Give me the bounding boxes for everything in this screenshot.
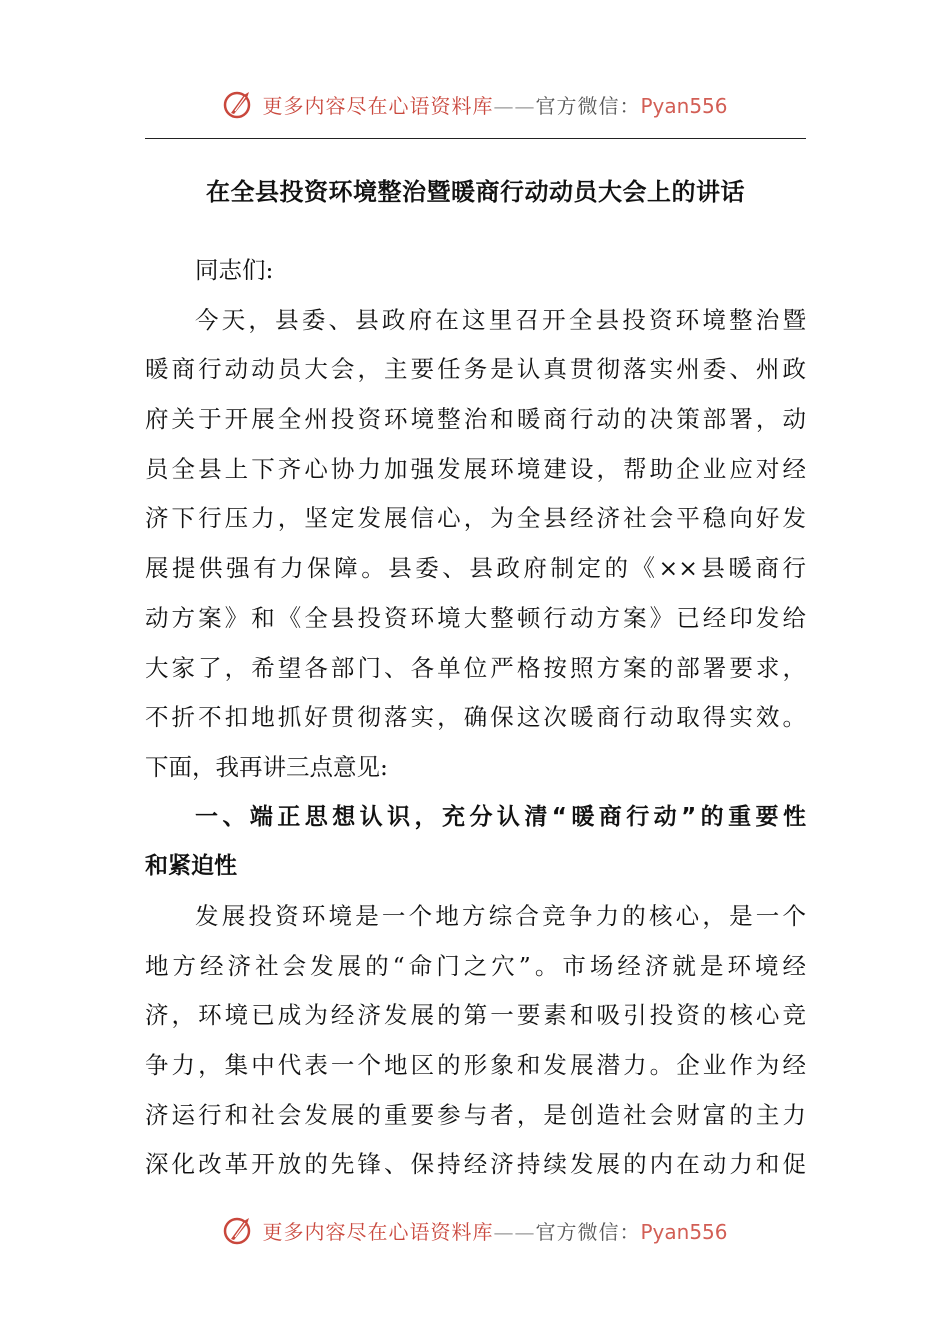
- banner-main: 更多内容尽在心语资料库: [262, 1219, 494, 1244]
- pen-nib-logo-icon: [222, 87, 256, 121]
- document-body: [145, 246, 806, 1190]
- salutation-line: 同志们:: [195, 256, 274, 284]
- body-line: 下面，我再讲三点意见:: [145, 752, 388, 781]
- body-line: 今天，县委、县政府在这里召开全县投资环境整治暨: [195, 305, 806, 334]
- section-heading-cont: 和紧迫性: [145, 853, 237, 880]
- body-line: 发展投资环境是一个地方综合竞争力的核心，是一个: [195, 901, 806, 930]
- body-line: 不折不扣地抓好贯彻落实，确保这次暖商行动取得实效。: [145, 703, 806, 732]
- body-line: 济下行压力，坚定发展信心，为全县经济社会平稳向好发: [145, 504, 806, 533]
- body-line: 展提供强有力保障。县委、县政府制定的《××县暖商行: [145, 554, 806, 583]
- footer-banner: [0, 1210, 950, 1250]
- banner-dash: ——: [493, 93, 536, 118]
- body-line: 动方案》和《全县投资环境大整顿行动方案》已经印发给: [145, 603, 806, 632]
- body-line: 争力，集中代表一个地区的形象和发展潜力。企业作为经: [145, 1051, 806, 1079]
- body-line: 地方经济社会发展的“命门之穴”。市场经济就是环境经: [145, 951, 806, 980]
- pen-nib-logo-icon: [222, 1213, 256, 1247]
- header-rule: [145, 138, 806, 139]
- banner-text: [262, 1216, 727, 1245]
- body-line: 暖商行动动员大会，主要任务是认真贯彻落实州委、州政: [145, 355, 806, 384]
- banner-wechat-id: Pyan556: [640, 1219, 728, 1244]
- body-line: 深化改革开放的先锋、保持经济持续发展的内在动力和促: [145, 1150, 806, 1179]
- body-line: 济，环境已成为经济发展的第一要素和吸引投资的核心竞: [145, 1001, 806, 1030]
- header-banner: [0, 84, 950, 124]
- banner-label: 官方微信：: [535, 1219, 641, 1244]
- banner-label: 官方微信：: [535, 93, 641, 118]
- document-title: 在全县投资环境整治暨暖商行动动员大会上的讲话: [206, 177, 745, 206]
- body-line: 员全县上下齐心协力加强发展环境建设，帮助企业应对经: [145, 454, 806, 483]
- body-line: 济运行和社会发展的重要参与者，是创造社会财富的主力: [145, 1100, 806, 1129]
- banner-main: 更多内容尽在心语资料库: [262, 93, 494, 118]
- banner-wechat-id: Pyan556: [640, 93, 728, 118]
- banner-text: [262, 90, 727, 119]
- banner-dash: ——: [493, 1219, 536, 1244]
- body-line: 大家了，希望各部门、各单位严格按照方案的部署要求，: [145, 653, 806, 682]
- body-line: 府关于开展全州投资环境整治和暖商行动的决策部署，动: [145, 405, 806, 434]
- section-heading: 一、端正思想认识，充分认清“暖商行动”的重要性: [195, 803, 806, 830]
